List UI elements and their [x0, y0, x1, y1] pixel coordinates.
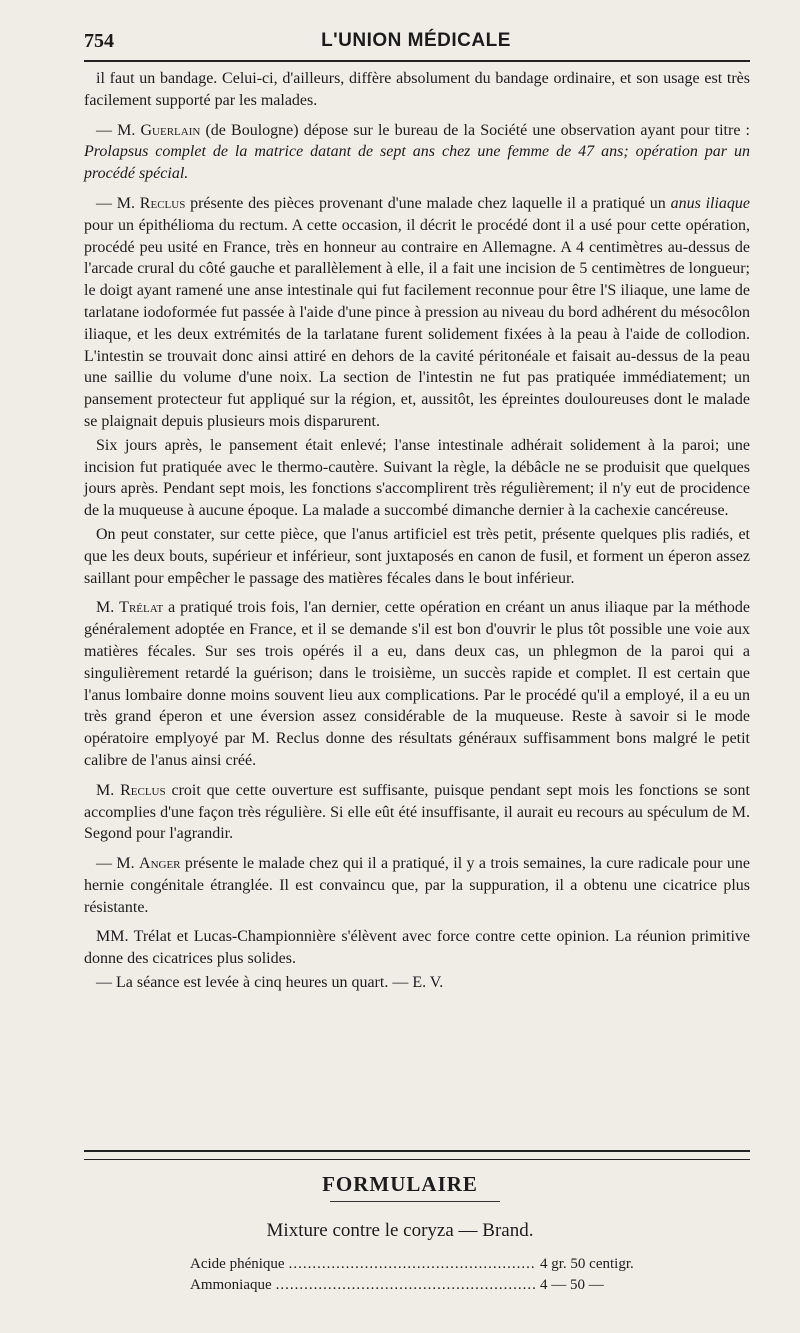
text-run: On peut constater, sur cette pièce, que l'anus artificiel est très petit, présente quelques plis radiés, et que les deux bouts, supérieur et inférieur, sont juxtaposés en canon de fusil, et forment un éperon assez saillant pour empêcher le passage des matières fécales dans le bout inférieur.: [84, 525, 750, 587]
text-run: présente le malade chez qui il a pratiqué, il y a trois semaines, la cure radicale pour une hernie congénitale étranglée. Il est convaincu que, par la suppuration, il a obtenu une cicatrice plus résistante.: [84, 855, 750, 916]
text-run: M.: [96, 781, 121, 799]
speaker-name: Anger: [139, 855, 181, 873]
paragraph: [84, 853, 750, 918]
text-run: présente des pièces provenant d'une malade chez laquelle il a pratiqué un: [185, 194, 671, 212]
article-body: [84, 68, 750, 1002]
ingredient-row: [190, 1277, 650, 1298]
text-run: il faut un bandage. Celui-ci, d'ailleurs, diffère absolument du bandage ordinaire, et son usage est très facilement supporté par les malades.: [84, 70, 750, 109]
text-run: — M.: [96, 121, 141, 139]
paragraph: [84, 120, 750, 185]
formulaire-heading: FORMULAIRE: [322, 1172, 478, 1196]
heading-underline: [330, 1201, 500, 1202]
speaker-name: Reclus: [139, 194, 186, 212]
ingredient-name: Acide phénique: [190, 1256, 285, 1272]
text-run: MM. Trélat et Lucas-Championnière s'élèvent avec force contre cette opinion. La réunion primitive donne des cicatrices plus solides.: [84, 928, 750, 968]
page-header: [84, 24, 748, 54]
running-title: L'UNION MÉDICALE: [321, 30, 511, 51]
text-run: Six jours après, le pansement était enlevé; l'anse intestinale adhérait solidement à la paroi; une incision fut pratiquée avec le thermo-cautère. Suivant la règle, la débâcle ne se produisit que quelques jours après. Pendant sept mois, les fonctions s'accomplirent très régulièrement; il n'y eut de procidence de la muqueuse à aucune époque. La malade a succombé dimanche dernier à la cachexie cancéreuse.: [84, 436, 750, 520]
speaker-name: Trélat: [119, 599, 164, 617]
paragraph: [84, 926, 750, 970]
dot-leader: [276, 1277, 536, 1294]
speaker-name: Guerlain: [140, 121, 201, 139]
text-run: croit que cette ouverture est suffisante, puisque pendant sept mois les fonctions se sont accomplies d'une façon très régulière. Si elle eût été insuffisante, il aurait eu recours au spéculum de M. Segond pour l'agrandir.: [84, 781, 750, 843]
header-rule: [84, 60, 750, 62]
text-run: — La séance est levée à cinq heures un quart. — E. V.: [96, 974, 444, 992]
text-run: — M.: [96, 855, 140, 873]
paragraph: [84, 68, 750, 112]
ingredient-dose: 4 gr. 50 centigr.: [540, 1256, 634, 1272]
ingredient-dose: 4 — 50 —: [540, 1277, 604, 1293]
recipe-title: Mixture contre le coryza — Brand.: [266, 1220, 534, 1241]
paragraph: [84, 193, 750, 433]
text-run: a pratiqué trois fois, l'an dernier, cette opération en créant un anus iliaque par la méthode généralement adoptée en France, et il se demande s'il est bon d'ouvrir le plus tôt possible une voie aux matières fécales. Sur ses trois opérés il a eu, dans deux cas, un phlegmon de la paroi qui a singulièrement retardé la guérison; dans le troisième, un succès rapide et complet. Il est certain que l'anus lombaire donne moins souvent lieu aux complications. Par le procédé qu'il a employé, il a eu un très grand éperon et une éversion assez considérable de la muqueuse. Reste à savoir si le mode opératoire emplyoyé par M. Reclus donne des résultats généraux suffisamment bons malgré le petit calibre de l'anus ainsi créé.: [84, 599, 750, 769]
paragraph: [84, 972, 750, 994]
paragraph: [84, 780, 750, 845]
paragraph: [84, 435, 750, 522]
page-number: 754: [84, 30, 114, 52]
italic-text: anus iliaque: [670, 194, 751, 212]
paragraph: [84, 597, 750, 771]
italic-text: Prolapsus complet de la matrice datant de sept ans chez une femme de 47 ans; opération par un procédé spécial.: [84, 143, 750, 183]
paragraph: [84, 524, 750, 589]
dot-leader: [289, 1256, 536, 1273]
ingredient-name: Ammoniaque: [190, 1277, 272, 1293]
section-divider: [84, 1150, 750, 1160]
ingredient-list: [190, 1256, 650, 1298]
ingredient-row: [190, 1256, 650, 1277]
text-run: pour un épithélioma du rectum. A cette occasion, il décrit le procédé dont il a usé pour cette opération, procédé peu usité en France, très en honneur au contraire en Allemagne. A 4 centimètres au-dessus de l'arcade crural du côté gauche et parallèlement à elle, il a fait une incision de 5 centimètres de longueur; le doigt ayant ramené une anse intestinale qui fut facilement reconnue pour être l'S iliaque, une lame de tarlatane iodoformée fut passée à l'aide d'une pince à pression au niveau du bord adhérent du mésocôlon iliaque, et les deux extrémités de la tarlatane furent solidement fixées à la peau à l'aide de collodion. L'intestin se trouvait donc ainsi attiré en dehors de la cavité péritonéale et faisait au-dessus de la peau une saillie du volume d'une noix. La section de l'intestin ne fut pas pratiquée immédiatement; un pansement protecteur fut appliqué sur la région, et, aussitôt, les épreintes douloureuses dont le malade se plaignait depuis plusieurs mois disparurent.: [84, 216, 750, 430]
text-run: M.: [96, 599, 120, 617]
text-run: — M.: [96, 194, 140, 212]
text-run: (de Boulogne) dépose sur le bureau de la Société une observation ayant pour titre :: [200, 121, 751, 139]
speaker-name: Reclus: [120, 781, 166, 799]
